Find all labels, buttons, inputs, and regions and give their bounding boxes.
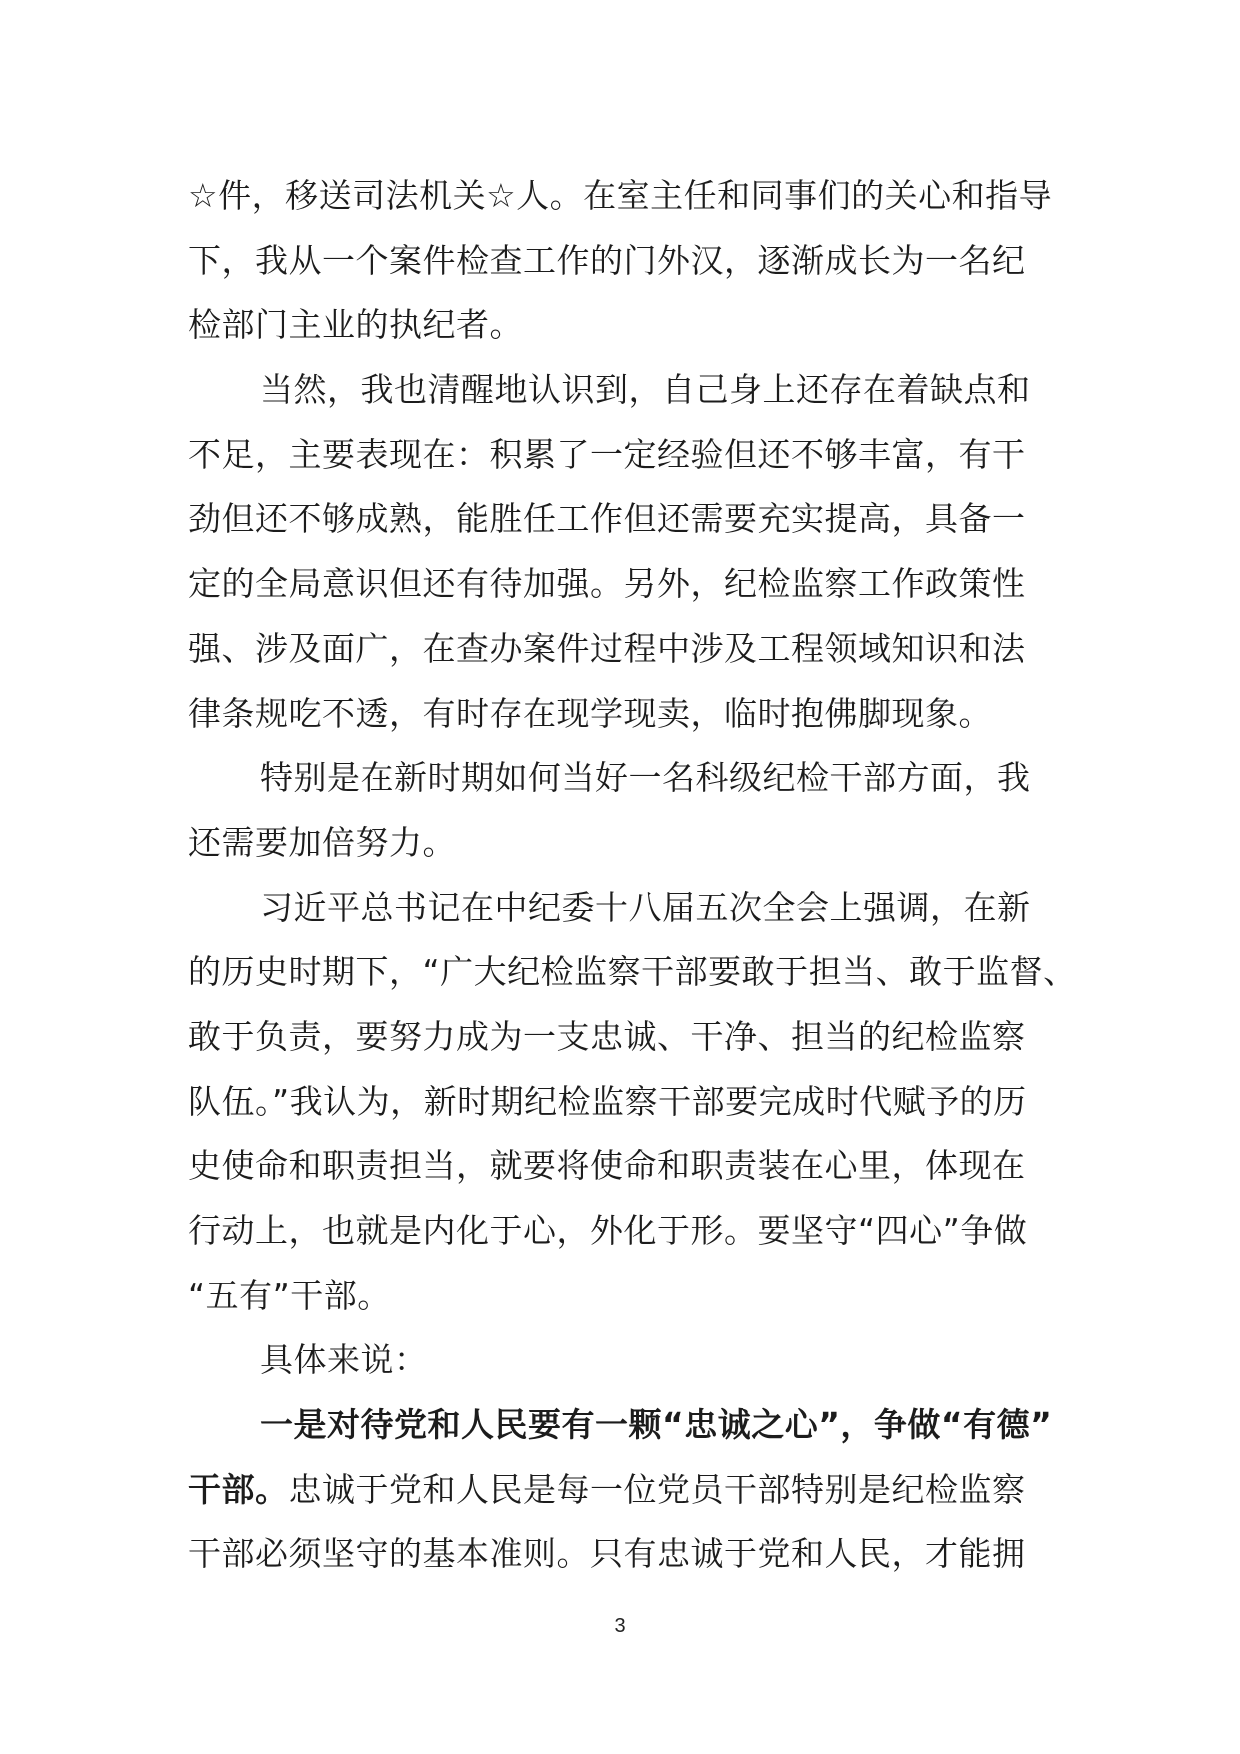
text-line: 不足，主要表现在：积累了一定经验但还不够丰富，有干 [188,434,1026,474]
bold-heading-tail: 干部。 [188,1469,289,1509]
text-line: 强、涉及面广，在查办案件过程中涉及工程领域知识和法 [188,628,1026,668]
bold-heading-line: 一是对待党和人民要有一颗“忠诚之心”，争做“有德” [260,1405,1053,1445]
text-line: 劲但还不够成熟，能胜任工作但还需要充实提高，具备一 [188,499,1026,539]
text-line: 的历史时期下，“广大纪检监察干部要敢于担当、敢于监督、 [188,952,1077,992]
text-line: 队伍。”我认为，新时期纪检监察干部要完成时代赋予的历 [188,1081,1027,1121]
text-line: 当然，我也清醒地认识到，自己身上还存在着缺点和 [260,370,1031,410]
text-line: “五有”干部。 [188,1275,391,1315]
page-number: 3 [614,1615,626,1637]
text-line: 下，我从一个案件检查工作的门外汉，逐渐成长为一名纪 [188,240,1026,280]
text-line: 定的全局意识但还有待加强。另外，纪检监察工作政策性 [188,564,1026,604]
text-line: 史使命和职责担当，就要将使命和职责装在心里，体现在 [188,1146,1026,1186]
text-line: 还需要加倍努力。 [188,822,456,862]
text-line: 检部门主业的执纪者。 [188,305,523,345]
text-line-mixed [188,1458,1068,1523]
text-line: 干部必须坚守的基本准则。只有忠诚于党和人民，才能拥 [188,1534,1026,1574]
text-line: 具体来说： [260,1340,428,1380]
text-line: 律条规吃不透，有时存在现学现卖，临时抱佛脚现象。 [188,693,992,733]
body-text [188,164,1077,1587]
text-line: ☆件，移送司法机关☆人。在室主任和同事们的关心和指导 [188,176,1053,215]
text-line: 特别是在新时期如何当好一名科级纪检干部方面，我 [260,758,1031,798]
text-line-continuation: 忠诚于党和人民是每一位党员干部特别是纪检监察 [288,1469,1026,1509]
text-line: 行动上，也就是内化于心，外化于形。要坚守“四心”争做 [188,1211,1028,1250]
text-line: 习近平总书记在中纪委十八届五次全会上强调，在新 [260,887,1031,927]
text-line: 敢于负责，要努力成为一支忠诚、干净、担当的纪检监察 [188,1016,1026,1056]
